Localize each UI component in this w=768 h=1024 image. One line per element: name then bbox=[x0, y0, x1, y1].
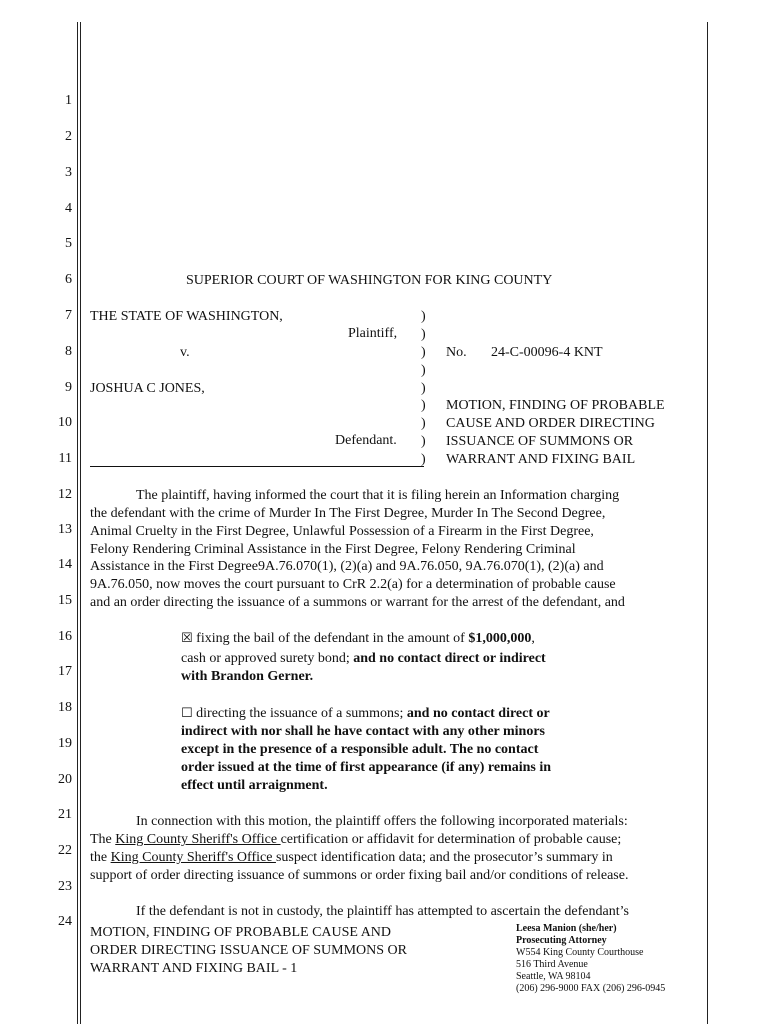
prosecutor-name: Leesa Manion (she/her) bbox=[516, 923, 617, 934]
sheriff-office-link[interactable]: King County Sheriff's Office bbox=[115, 832, 281, 847]
summons-bold-line: indirect with nor shall he have contact with any other minors bbox=[181, 724, 546, 739]
document-title-line: MOTION, FINDING OF PROBABLE bbox=[446, 398, 665, 413]
caption-paren: ) bbox=[421, 327, 426, 342]
summons-text: directing the issuance of a summons; bbox=[192, 706, 407, 721]
line-number: 2 bbox=[65, 129, 72, 144]
line-number: 20 bbox=[58, 772, 72, 787]
no-contact-name: with Brandon Gerner. bbox=[181, 669, 314, 684]
body-line: In connection with this motion, the plaintiff offers the following incorporated materials: bbox=[136, 814, 628, 829]
line-number: 19 bbox=[58, 736, 72, 751]
body-line: 9A.76.050, now moves the court pursuant to CrR 2.2(a) for a determination of probable cause bbox=[90, 577, 616, 592]
body-line: The plaintiff, having informed the court that it is filing herein an Information charging bbox=[136, 488, 620, 503]
summons-bold-line: order issued at the time of first appearance (if any) remains in bbox=[181, 760, 552, 775]
bail-checkbox[interactable]: ☒ bbox=[181, 631, 193, 646]
caption-paren: ) bbox=[421, 381, 426, 396]
office-address-line: W554 King County Courthouse bbox=[516, 947, 644, 958]
line-number: 17 bbox=[58, 664, 72, 679]
plaintiff-name: THE STATE OF WASHINGTON, bbox=[90, 309, 283, 324]
bail-option-line bbox=[181, 630, 535, 648]
summons-bold-line: except in the presence of a responsible adult. The no contact bbox=[181, 742, 539, 757]
body-text: suspect identification data; and the prosecutor’s summary in bbox=[275, 850, 613, 865]
plaintiff-label: Plaintiff, bbox=[348, 326, 398, 341]
bail-amount: $1,000,000 bbox=[468, 631, 532, 646]
document-title-line: ISSUANCE OF SUMMONS OR bbox=[446, 434, 634, 449]
summons-option-line bbox=[181, 705, 550, 723]
footer-title-line: WARRANT AND FIXING BAIL - 1 bbox=[90, 961, 298, 976]
defendant-label: Defendant. bbox=[335, 433, 397, 448]
left-margin-rule-inner bbox=[80, 22, 81, 1024]
summons-checkbox[interactable]: ☐ bbox=[181, 706, 193, 721]
line-number: 11 bbox=[58, 451, 72, 466]
body-line: Felony Rendering Criminal Assistance in the First Degree, Felony Rendering Criminal bbox=[90, 542, 576, 557]
line-number: 22 bbox=[58, 843, 72, 858]
line-number: 5 bbox=[65, 236, 72, 251]
bail-bond-text: cash or approved surety bond; bbox=[181, 651, 354, 666]
bail-text: fixing the bail of the defendant in the amount of bbox=[192, 631, 469, 646]
document-title-line: CAUSE AND ORDER DIRECTING bbox=[446, 416, 655, 431]
body-line bbox=[90, 849, 613, 867]
office-phone-fax: (206) 296-9000 FAX (206) 296-0945 bbox=[516, 983, 666, 994]
line-number: 23 bbox=[58, 879, 72, 894]
bail-text-end: , bbox=[531, 631, 535, 646]
line-number: 12 bbox=[58, 487, 72, 502]
right-margin-rule bbox=[707, 22, 708, 1024]
line-number: 13 bbox=[58, 522, 72, 537]
office-address-line: Seattle, WA 98104 bbox=[516, 971, 591, 982]
summons-bold-text: and no contact direct or bbox=[406, 706, 550, 721]
caption-paren: ) bbox=[421, 416, 426, 431]
office-address-line: 516 Third Avenue bbox=[516, 959, 588, 970]
line-number: 1 bbox=[65, 93, 72, 108]
document-title-line: WARRANT AND FIXING BAIL bbox=[446, 452, 636, 467]
defendant-name: JOSHUA C JONES, bbox=[90, 381, 205, 396]
line-number: 24 bbox=[58, 914, 72, 929]
line-number: 9 bbox=[65, 380, 72, 395]
court-title: SUPERIOR COURT OF WASHINGTON FOR KING COUNTY bbox=[186, 273, 553, 288]
versus-label: v. bbox=[180, 345, 190, 360]
footer-title-line: ORDER DIRECTING ISSUANCE OF SUMMONS OR bbox=[90, 943, 407, 958]
line-number: 7 bbox=[65, 308, 72, 323]
body-line: support of order directing issuance of summons or order fixing bail and/or conditions of release. bbox=[90, 868, 629, 883]
line-number: 16 bbox=[58, 629, 72, 644]
line-number: 8 bbox=[65, 344, 72, 359]
caption-paren: ) bbox=[421, 398, 426, 413]
caption-paren: ) bbox=[421, 434, 426, 449]
line-number: 3 bbox=[65, 165, 72, 180]
caption-rule bbox=[90, 466, 424, 467]
line-number: 10 bbox=[58, 415, 72, 430]
line-number: 18 bbox=[58, 700, 72, 715]
prosecutor-title: Prosecuting Attorney bbox=[516, 935, 607, 946]
left-margin-rule-outer bbox=[77, 22, 78, 1024]
case-number-label: No. bbox=[446, 345, 467, 360]
sheriff-office-link[interactable]: King County Sheriff's Office bbox=[110, 850, 276, 865]
line-number: 6 bbox=[65, 272, 72, 287]
caption-paren: ) bbox=[421, 452, 426, 467]
body-line: and an order directing the issuance of a summons or warrant for the arrest of the defendant, and bbox=[90, 595, 625, 610]
body-line bbox=[90, 831, 621, 849]
body-text: The bbox=[90, 832, 116, 847]
bail-option-line bbox=[181, 650, 546, 668]
body-text: the bbox=[90, 850, 111, 865]
caption-paren: ) bbox=[421, 363, 426, 378]
caption-paren: ) bbox=[421, 345, 426, 360]
line-number: 14 bbox=[58, 557, 72, 572]
no-contact-text: and no contact direct or indirect bbox=[353, 651, 546, 666]
footer-title-line: MOTION, FINDING OF PROBABLE CAUSE AND bbox=[90, 925, 392, 940]
body-line: the defendant with the crime of Murder In The First Degree, Murder In The Second Degree, bbox=[90, 506, 606, 521]
line-number: 21 bbox=[58, 807, 72, 822]
line-number: 4 bbox=[65, 201, 72, 216]
line-number: 15 bbox=[58, 593, 72, 608]
prosecutor-office-block bbox=[516, 923, 716, 995]
body-line: Assistance in the First Degree9A.76.070(1), (2)(a) and 9A.76.050, 9A.76.070(1), (2)(a) and bbox=[90, 559, 604, 574]
body-line: Animal Cruelty in the First Degree, Unlawful Possession of a Firearm in the First Degree, bbox=[90, 524, 594, 539]
summons-bold-line: effect until arraignment. bbox=[181, 778, 328, 793]
caption-paren: ) bbox=[421, 309, 426, 324]
case-number: 24-C-00096-4 KNT bbox=[491, 345, 603, 360]
custody-paragraph-line: If the defendant is not in custody, the plaintiff has attempted to ascertain the defendant’s bbox=[136, 904, 629, 919]
body-text: certification or affidavit for determination of probable cause; bbox=[280, 832, 622, 847]
